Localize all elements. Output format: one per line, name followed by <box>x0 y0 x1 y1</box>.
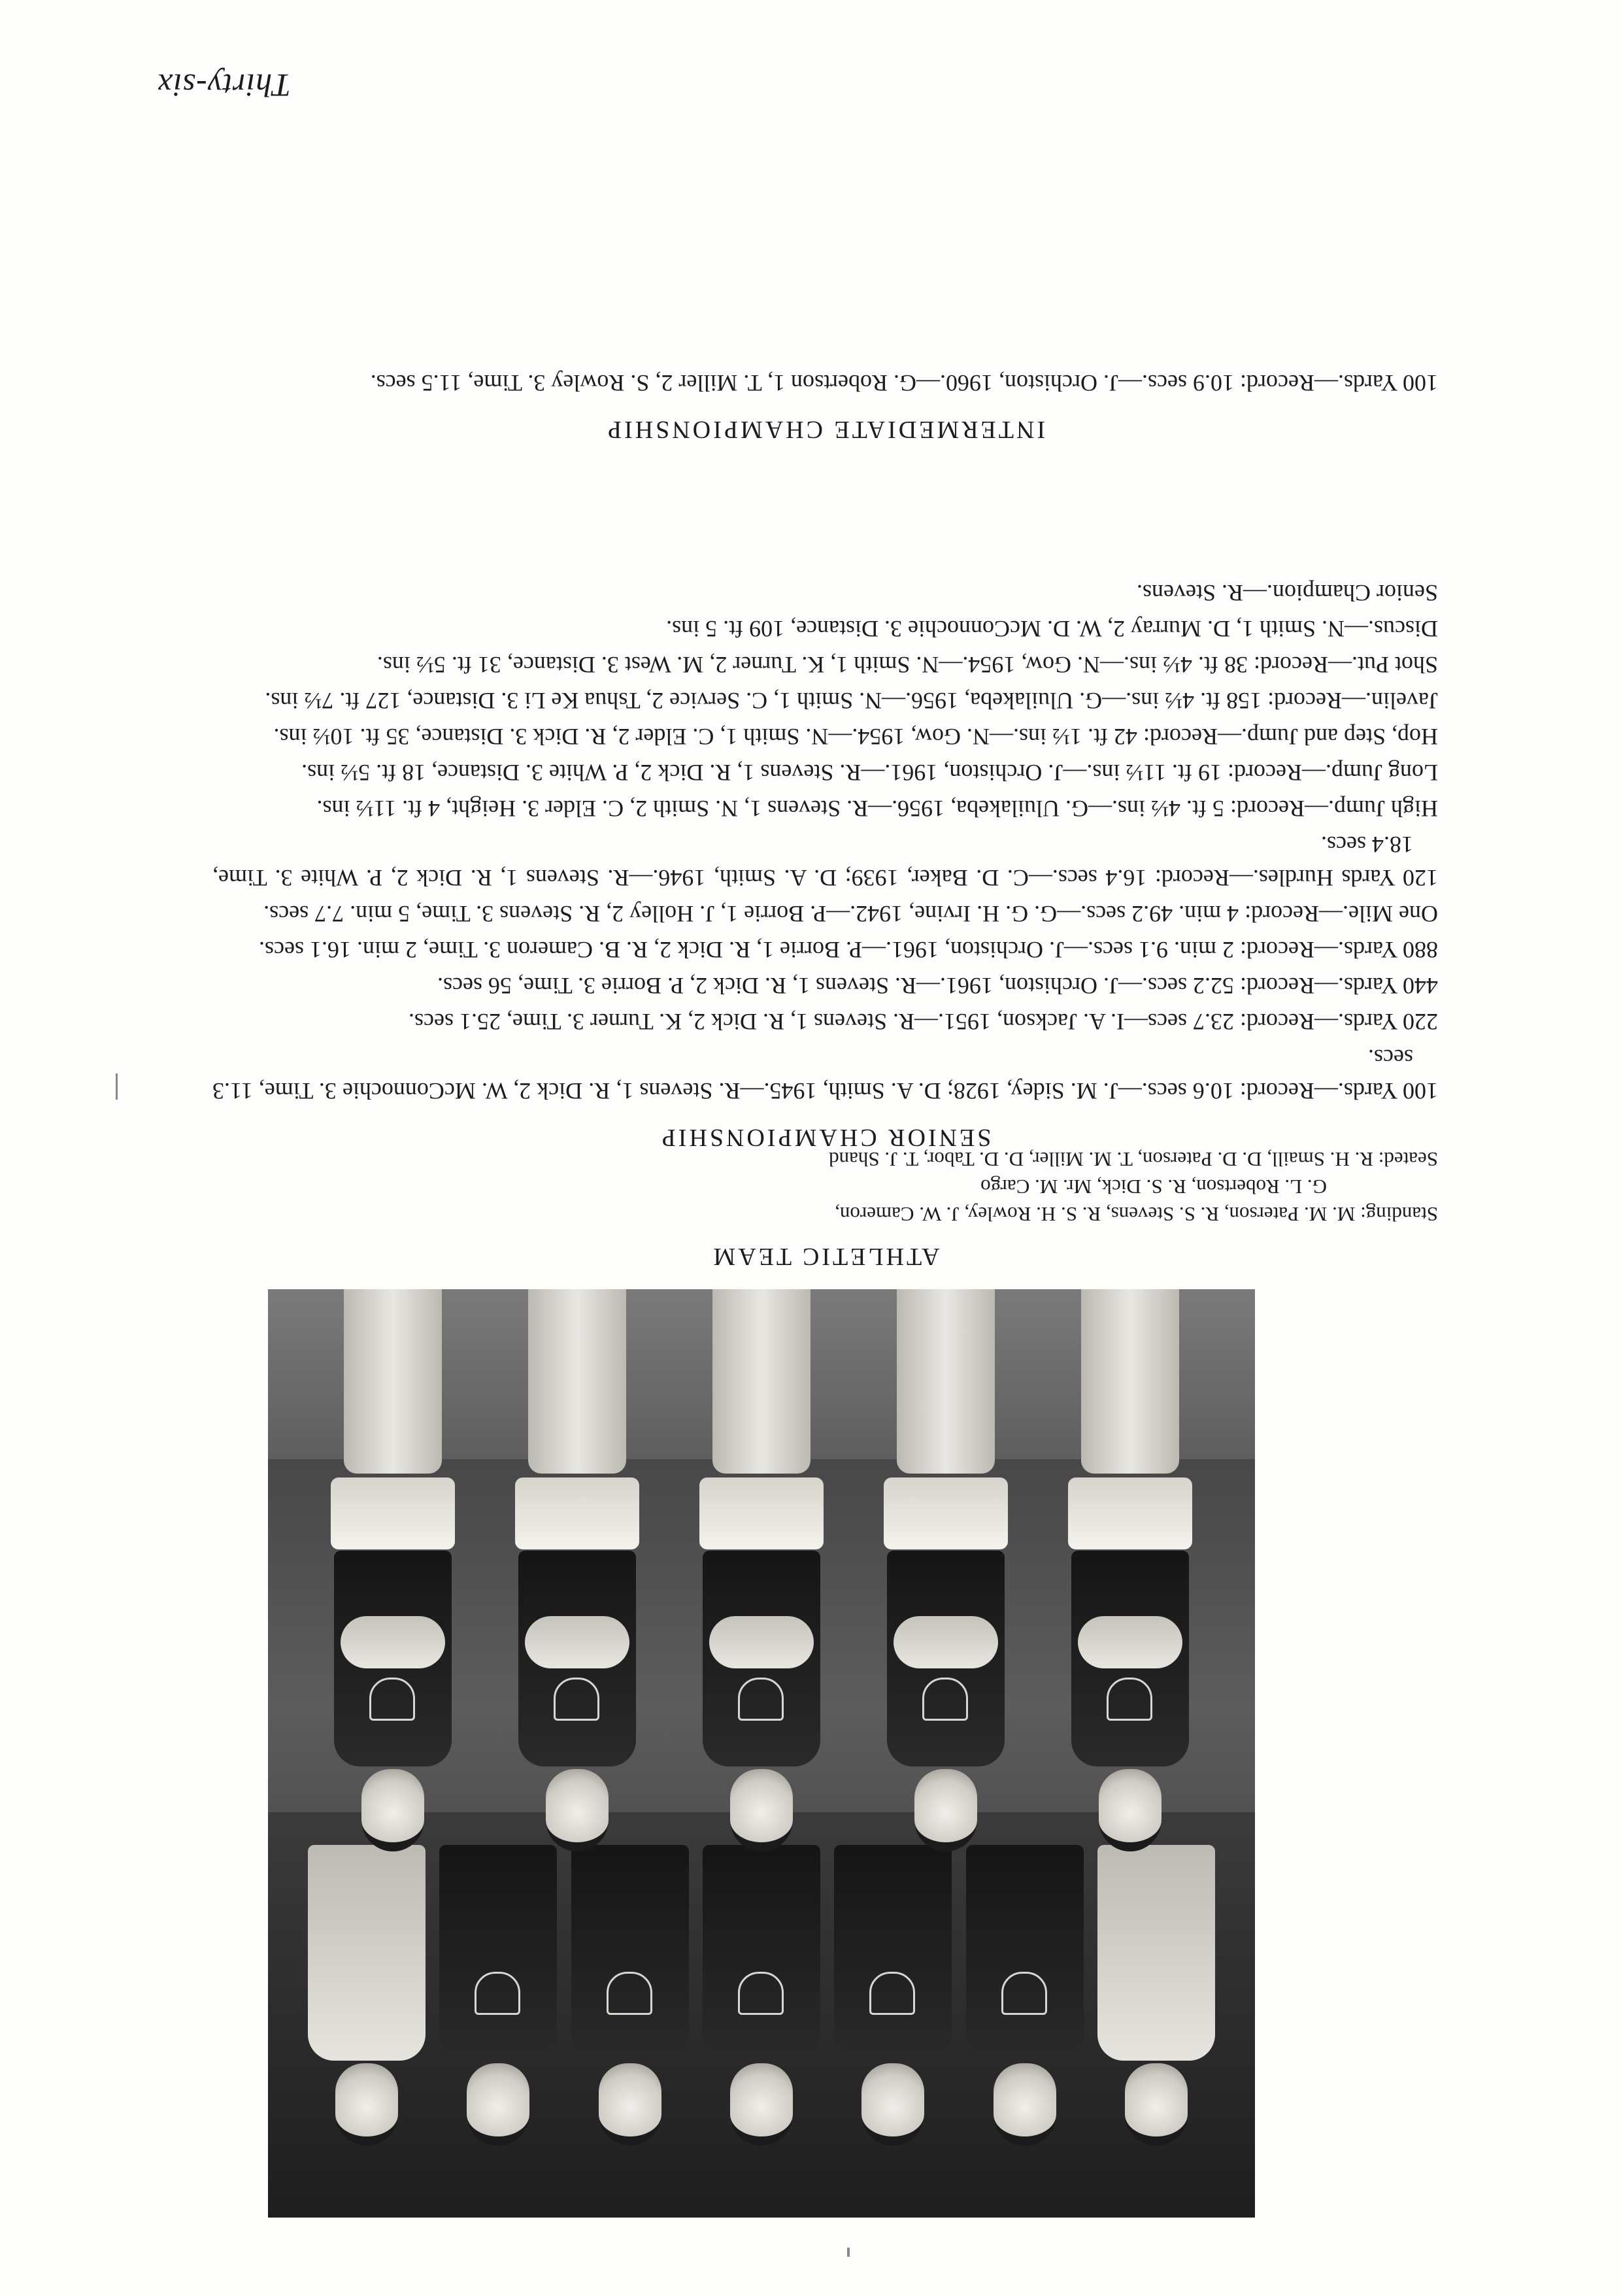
athlete-figure <box>890 1289 1001 1851</box>
event-result: 100 Yards.—Record: 10.6 secs.—J. M. Sidey, 1928; D. A. Smith, 1945.—R. Stevens 1, R. Dick 2, W. McConnochie 3. Time, 11.3 secs. <box>212 1045 1438 1104</box>
seated-row-figures <box>301 1289 1222 1851</box>
event-result: One Mile.—Record: 4 min. 49.2 secs.—G. G. H. Irvine, 1942.—P. Borrie 1, J. Holley 2, R. Stevens 3. Time, 5 min. 7.7 secs. <box>263 901 1438 927</box>
event-result: 880 Yards.—Record: 2 min. 9.1 secs.—J. Orchiston, 1961.—P. Borrie 1, R. Dick 2, R. B. Cameron 3. Time, 2 min. 16.1 secs. <box>259 937 1438 963</box>
athlete-figure <box>443 1845 554 2146</box>
intermediate-heading: INTERMEDIATE CHAMPIONSHIP <box>605 416 1046 443</box>
event-result: Shot Put.—Record: 38 ft. 4½ ins.—N. Gow, 1954.—N. Smith 1, K. Turner 2, M. West 3. Distance, 31 ft. 5½ ins. <box>376 652 1438 678</box>
senior-heading: SENIOR CHAMPIONSHIP <box>659 1124 992 1151</box>
event-result: Discus.—N. Smith 1, D. Murray 2, W. D. McConnochie 3. Distance, 109 ft. 5 ins. <box>666 616 1438 642</box>
event-result: 440 Yards.—Record: 52.2 secs.—J. Orchiston, 1961.—R. Stevens 1, R. Dick 2, P. Borrie 3. Time, 56 secs. <box>437 973 1438 999</box>
event-result: High Jump.—Record: 5 ft. 4½ ins.—G. Uluilakeba, 1956.—R. Stevens 1, N. Smith 2, C. Elder 3. Height, 4 ft. 11½ ins. <box>316 796 1438 822</box>
event-result: Hop, Step and Jump.—Record: 42 ft. 1½ ins.—N. Gow, 1954.—N. Smith 1, C. Elder 2, R. Dick 3. Distance, 35 ft. 10½ ins. <box>273 724 1438 750</box>
event-result: 120 Yards Hurdles.—Record: 16.4 secs.—C. D. Baker, 1939; D. A. Smith, 1946.—R. Stevens 1, R. Dick 2, P. White 3. Time, 18.4 secs. <box>212 832 1438 891</box>
caption-title: ATHLETIC TEAM <box>710 1243 940 1270</box>
standing-label: Standing: <box>1360 1203 1438 1226</box>
athletic-team-photo <box>268 1289 1255 2218</box>
standing-row-figures <box>301 1845 1222 2146</box>
coach-figure <box>311 1845 422 2146</box>
standing-names-line1: M. M. Paterson, R. S. Stevens, R. S. H. Rowley, J. W. Cameron, <box>835 1203 1356 1226</box>
scan-speck <box>116 1073 118 1100</box>
athlete-figure <box>706 1845 817 2146</box>
page-number: Thirty-six <box>157 67 291 104</box>
event-result: 100 Yards.—Record: 10.9 secs.—J. Orchiston, 1960.—G. Robertson 1, T. Miller 2, S. Rowley 3. Time, 11.5 secs. <box>370 370 1438 396</box>
scan-speck <box>847 2248 850 2257</box>
senior-championship-section <box>212 576 1438 1154</box>
athlete-figure <box>1101 1845 1212 2146</box>
intermediate-championship-section <box>212 363 1438 446</box>
seated-label: Seated: <box>1378 1148 1438 1171</box>
athlete-figure <box>522 1289 633 1851</box>
event-result: Long Jump.—Record: 19 ft. 11½ ins.—J. Orchiston, 1961.—R. Stevens 1, R. Dick 2, P. White 3. Distance, 18 ft. 5½ ins. <box>301 760 1438 786</box>
event-result: 220 Yards.—Record: 23.7 secs—I. A. Jackson, 1951.—R. Stevens 1, R. Dick 2, K. Turner 3. Time, 25.1 secs. <box>409 1009 1438 1035</box>
event-result: Javelin.—Record: 158 ft. 4½ ins.—G. Uluilakeba, 1956.—N. Smith 1, C. Service 2, Tshua Ke Li 3. Distance, 127 ft. 7½ ins. <box>265 688 1438 714</box>
athlete-figure <box>1075 1289 1186 1851</box>
seated-names: R. H. Smaill, D. D. Paterson, T. M. Miller, D. D. Tabor, T. J. Shand <box>829 1148 1373 1171</box>
athlete-figure <box>575 1845 686 2146</box>
senior-champion: Senior Champion.—R. Stevens. <box>1137 580 1438 606</box>
athlete-figure <box>837 1845 948 2146</box>
athlete-figure <box>969 1845 1080 2146</box>
photo-caption <box>212 1145 1438 1273</box>
athlete-figure <box>706 1289 817 1851</box>
caption-standing <box>212 1173 1438 1228</box>
standing-names-line2: G. L. Robertson, R. S. Dick, Mr. M. Cargo <box>980 1175 1327 1198</box>
athlete-figure <box>337 1289 448 1851</box>
